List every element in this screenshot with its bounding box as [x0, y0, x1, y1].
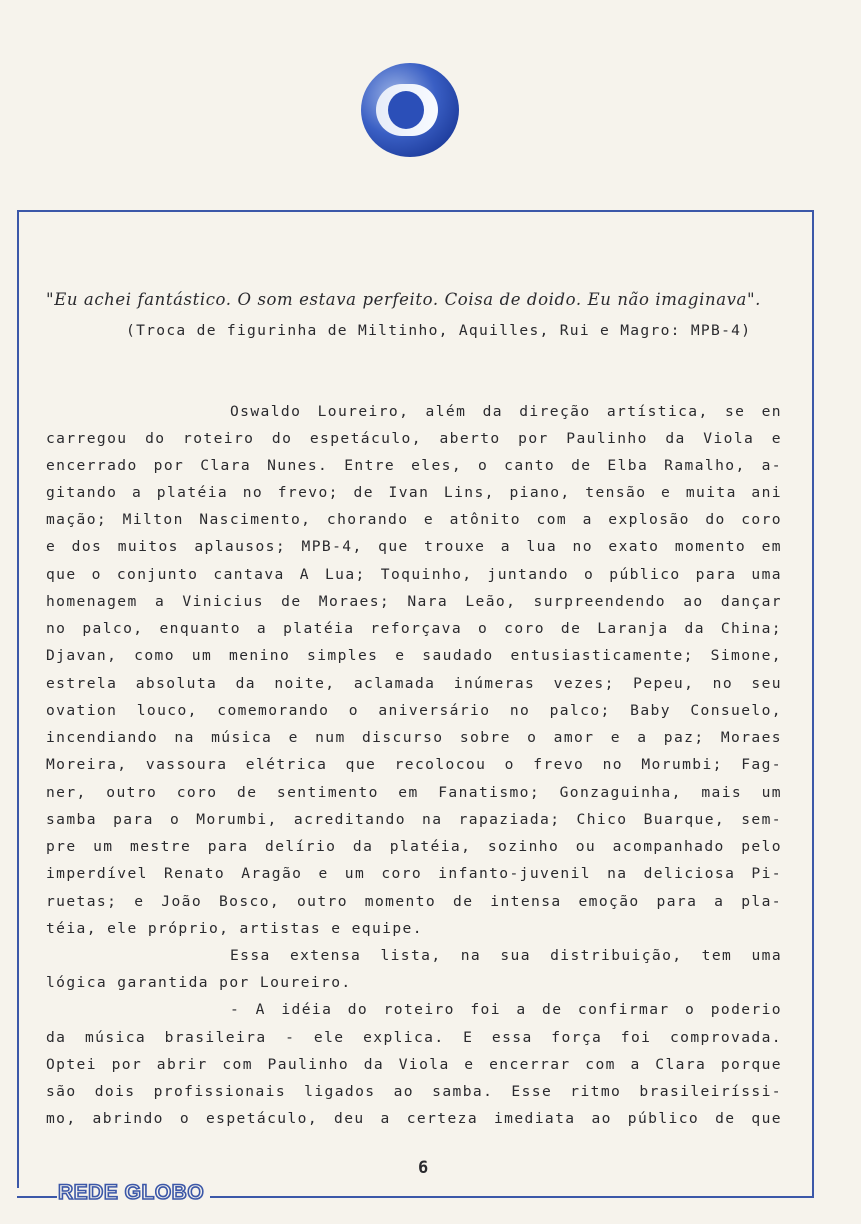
body-line: homenagem a Vinicius de Moraes; Nara Leão, surpreendendo ao dançar: [46, 593, 782, 610]
body-line: que o conjunto cantava A Lua; Toquinho, juntando o público para uma: [46, 566, 782, 583]
body-line: lógica garantida por Loureiro.: [46, 974, 352, 991]
body-line: Djavan, como um menino simples e saudado entusiasticamente; Simone,: [46, 647, 782, 664]
body-line: ner, outro coro de sentimento em Fanatismo; Gonzaguinha, mais um: [46, 784, 782, 801]
body-line: incendiando na música e num discurso sobre o amor e a paz; Moraes: [46, 729, 782, 746]
body-line: e dos muitos aplausos; MPB-4, que trouxe a lua no exato momento em: [46, 538, 782, 555]
rede-globo-logo: [57, 1176, 209, 1206]
body-line: são dois profissionais ligados ao samba. Esse ritmo brasileiríssi-: [46, 1083, 782, 1100]
body-line: carregou do roteiro do espetáculo, aberto por Paulinho da Viola e: [46, 430, 782, 447]
body-line: mação; Milton Nascimento, chorando e atônito com a explosão do coro: [46, 511, 782, 528]
frame-left-border: [17, 210, 19, 1188]
body-line: samba para o Morumbi, acreditando na rapaziada; Chico Buarque, sem-: [46, 811, 782, 828]
body-line: encerrado por Clara Nunes. Entre eles, o canto de Elba Ramalho, a-: [46, 457, 782, 474]
body-line: - A idéia do roteiro foi a de confirmar o poderio: [230, 1001, 782, 1018]
body-line: ovation louco, comemorando o aniversário no palco; Baby Consuelo,: [46, 702, 782, 719]
body-line: no palco, enquanto a platéia reforçava o coro de Laranja da China;: [46, 620, 782, 637]
brand-text: REDE GLOBO: [58, 1181, 205, 1204]
opening-quote: "Eu achei fantástico. O som estava perfeito. Coisa de doido. Eu não imaginava".: [46, 290, 762, 309]
body-line: pre um mestre para delírio da platéia, sozinho ou acompanhado pelo: [46, 838, 782, 855]
page-number: 6: [418, 1158, 429, 1178]
globo-logo-icon: [360, 62, 460, 158]
body-line: da música brasileira - ele explica. E essa força foi comprovada.: [46, 1029, 782, 1046]
body-line: Optei por abrir com Paulinho da Viola e encerrar com a Clara porque: [46, 1056, 782, 1073]
body-line: imperdível Renato Aragão e um coro infanto-juvenil na deliciosa Pi-: [46, 865, 782, 882]
body-line: ruetas; e João Bosco, outro momento de intensa emoção para a pla-: [46, 893, 782, 910]
frame-bottom-left-border: [17, 1196, 57, 1198]
body-line: Moreira, vassoura elétrica que recolocou o frevo no Morumbi; Fag-: [46, 756, 782, 773]
frame-bottom-border: [210, 1196, 814, 1198]
body-line: mo, abrindo o espetáculo, deu a certeza imediata ao público de que: [46, 1110, 782, 1127]
body-line: Essa extensa lista, na sua distribuição, tem uma: [230, 947, 782, 964]
body-line: Oswaldo Loureiro, além da direção artística, se en: [230, 403, 782, 420]
body-line: téia, ele próprio, artistas e equipe.: [46, 920, 423, 937]
quote-attribution: (Troca de figurinha de Miltinho, Aquilles, Rui e Magro: MPB-4): [126, 322, 752, 339]
body-line: estrela absoluta da noite, aclamada inúmeras vezes; Pepeu, no seu: [46, 675, 782, 692]
body-line: gitando a platéia no frevo; de Ivan Lins, piano, tensão e muita ani: [46, 484, 782, 501]
